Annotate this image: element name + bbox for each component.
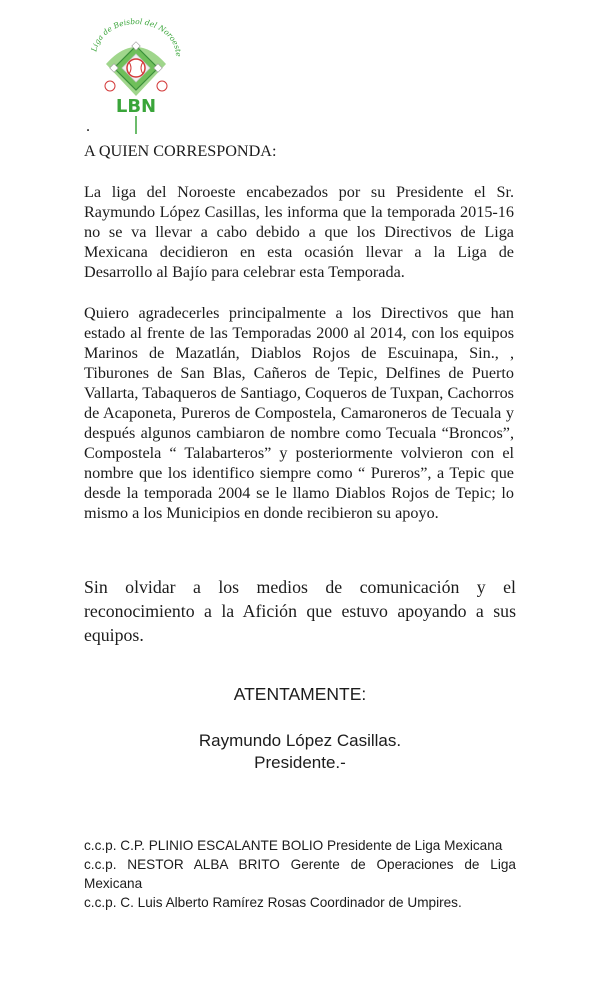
ccp-item: c.c.p. C. Luis Alberto Ramírez Rosas Coordinador de Umpires. [84,895,462,910]
paragraph-2: Quiero agradecerles principalmente a los Directivos que han estado al frente de las Temporadas 2000 al 2014, con los equipos Marinos de Mazatlán, Diablos Rojos de Escuinapa, Sin., , Tiburones de San Blas, Cañeros de Tepic, Delfines de Puerto Vallarta, Tabaqueros de Santiago, Coqueros de Tuxpan, Cachorros de Acaponeta, Pureros de Compostela, Camaroneros de Tecuala y después algunos cambiaron de nombre como Tecuala “Broncos”, Compostela “ Talabarteros” y posteriormente volvieron con el nombre que los identifico siempre como “ Pureros”, a Tepic que desde la temporada 2004 se le llamo Diablos Rojos de Tepic; lo mismo a los Municipios en donde recibieron su apoyo. [84,304,514,522]
ccp-item: c.c.p. NESTOR ALBA BRITO Gerente de Operaciones de Liga Mexicana [84,857,516,891]
league-logo [86,16,186,134]
greeting: A QUIEN CORRESPONDA: [84,142,277,160]
logo-abbreviation: LBN [115,96,157,117]
baseball-diamond-logo [86,16,186,134]
paragraph-3: Sin olvidar a los medios de comunicación y el reconocimiento a la Afición que estuvo apoyando a sus equipos. [84,577,516,645]
carbon-copy-list [84,836,516,912]
closing: ATENTAMENTE: [233,684,367,704]
logo-arc-text: Liga de Beisbol del Noroeste [89,16,184,57]
paragraph-1: La liga del Noroeste encabezados por su Presidente el Sr. Raymundo López Casillas, les informa que la temporada 2015-16 no se va llevar a cabo debido a que los Directivos de Liga Mexicana decidieron en esta ocasión llevar a la Liga de Desarrollo al Bajío para celebrar esta Temporada. [84,183,514,281]
ccp-item: c.c.p. C.P. PLINIO ESCALANTE BOLIO Presidente de Liga Mexicana [84,838,503,853]
signature-block [0,730,600,774]
signer-name: Raymundo López Casillas. [198,731,402,750]
signer-title: Presidente.- [254,753,346,772]
stray-dot: . [86,117,91,135]
